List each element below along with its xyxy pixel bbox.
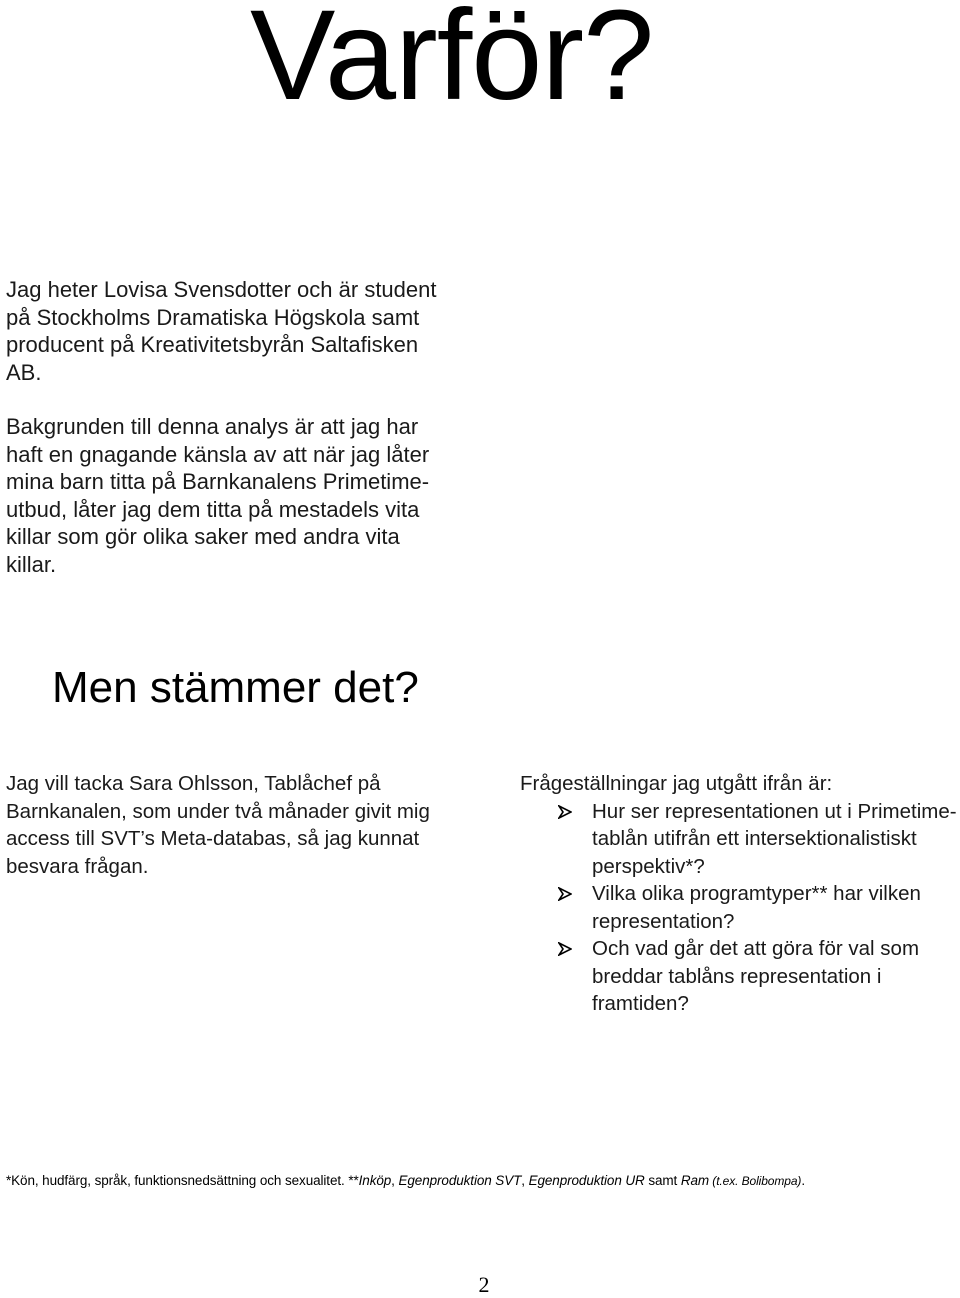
intro-paragraph-1: Jag heter Lovisa Svensdotter och är student på Stockholms Dramatiska Högskola samt producent på Kreativitetsbyrån Saltafisken AB. bbox=[6, 277, 437, 385]
footnote-inkop: Inköp bbox=[358, 1173, 392, 1188]
subheading: Men stämmer det? bbox=[52, 663, 419, 712]
page-title: Varför? bbox=[250, 0, 654, 127]
page-number: 2 bbox=[478, 1272, 490, 1297]
question-text: Hur ser representationen ut i Primetime-tablån utifrån ett intersektionalistiskt perspektiv*? bbox=[592, 799, 957, 878]
question-text: Och vad går det att göra för val som breddar tablåns representation i framtiden? bbox=[592, 937, 920, 1015]
footnote-egenproduktion-svt: Egenproduktion SVT bbox=[398, 1173, 522, 1188]
questions-lead: Frågeställningar jag utgått ifrån är: bbox=[520, 772, 833, 795]
intro-paragraph-2: Bakgrunden till denna analys är att jag har haft en gnagande känsla av att när jag låter mina barn titta på Barnkanalens Primetime-utbud, låter jag dem titta på mestadels vita killar som gör olika saker med andra vita killar. bbox=[6, 414, 430, 577]
question-text: Vilka olika programtyper** har vilken representation? bbox=[592, 882, 921, 933]
footnote-separator: , bbox=[391, 1173, 399, 1188]
footnote-example: (t.ex. Bolibompa) bbox=[709, 1174, 802, 1188]
footnote-samt: samt bbox=[644, 1173, 681, 1188]
footnote-end: . bbox=[801, 1173, 805, 1188]
question-item bbox=[520, 880, 960, 935]
arrowhead-bullet-icon bbox=[558, 887, 572, 901]
questions-list bbox=[520, 798, 960, 1018]
footnote-text: *Kön, hudfärg, språk, funktionsnedsättning och sexualitet. ** bbox=[6, 1173, 359, 1188]
question-item bbox=[520, 935, 960, 1018]
intro-section bbox=[6, 276, 446, 605]
question-item bbox=[520, 798, 960, 881]
arrowhead-bullet-icon bbox=[558, 942, 572, 956]
questions-section bbox=[520, 770, 960, 1018]
footnote-separator: , bbox=[521, 1173, 529, 1188]
arrowhead-bullet-icon bbox=[558, 805, 572, 819]
footnote-ram: Ram bbox=[680, 1173, 710, 1188]
footnote bbox=[6, 1172, 960, 1190]
footnote-egenproduktion-ur: Egenproduktion UR bbox=[528, 1173, 645, 1188]
acknowledgement-text: Jag vill tacka Sara Ohlsson, Tablåchef på Barnkanalen, som under två månader givit mig access till SVT’s Meta-databas, så jag kunnat besvara frågan. bbox=[6, 772, 430, 878]
